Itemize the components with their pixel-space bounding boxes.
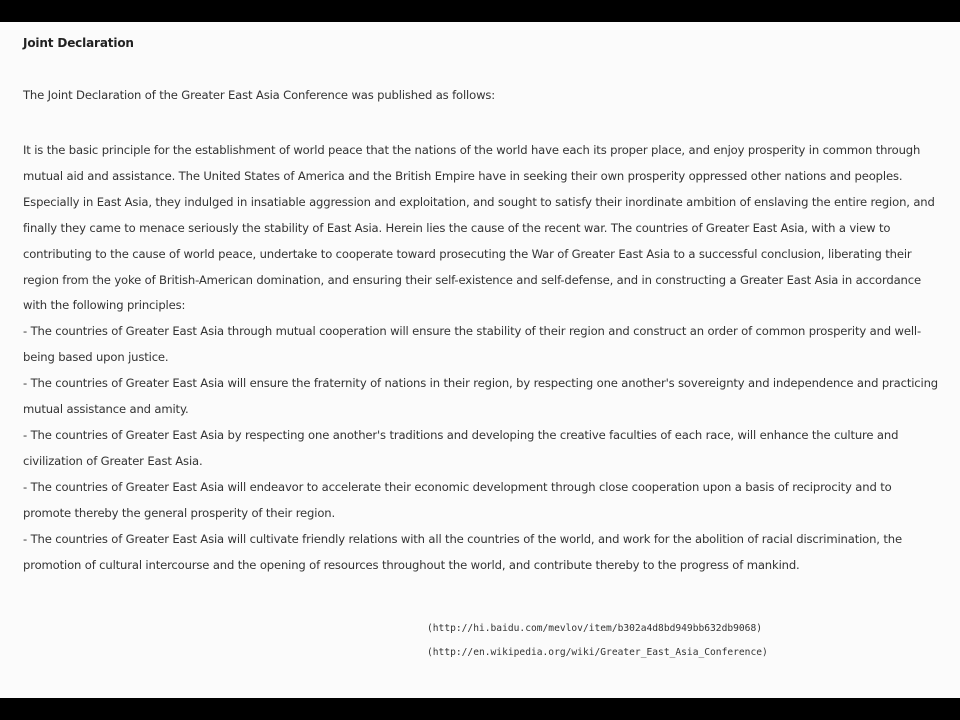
source-citations (427, 617, 768, 665)
letterbox-top (0, 0, 960, 22)
principle-item: - The countries of Greater East Asia through mutual cooperation will ensure the stability of their region and construct an order of common prosperity and well-being based upon justice. (23, 324, 922, 365)
document-title: Joint Declaration (23, 36, 134, 50)
letterbox-bottom (0, 698, 960, 720)
intro-paragraph: The Joint Declaration of the Greater East Asia Conference was published as follows: (23, 88, 496, 102)
document-content (23, 34, 938, 578)
principle-item: - The countries of Greater East Asia will cultivate friendly relations with all the countries of the world, and work for the abolition of racial discrimination, the promotion of cultural intercourse and the opening of resources throughout the world, and contribute thereby to the progress of mankind. (23, 531, 902, 572)
source-wikipedia-link: (http://en.wikipedia.org/wiki/Greater_East_Asia_Conference) (427, 647, 768, 658)
source-baidu-link: (http://hi.baidu.com/mevlov/item/b302a4d8bd949bb632db9068) (427, 623, 763, 634)
principles-list (23, 319, 938, 578)
principle-item: - The countries of Greater East Asia will ensure the fraternity of nations in their region, by respecting one another's sovereignty and independence and practicing mutual assistance and amity. (23, 376, 938, 417)
document-page (0, 22, 960, 698)
principle-item: - The countries of Greater East Asia by respecting one another's traditions and developing the creative faculties of each race, will enhance the culture and civilization of Greater East Asia. (23, 427, 899, 468)
body-paragraph: It is the basic principle for the establishment of world peace that the nations of the world have each its proper place, and enjoy prosperity in common through mutual aid and assistance. The United States of America and the British Empire have in seeking their own prosperity oppressed other nations and peoples. Especially in East Asia, they indulged in insatiable aggression and exploitation, and sought to satisfy their inordinate ambition of enslaving the entire region, and finally they came to menace seriously the stability of East Asia. Herein lies the cause of the recent war. The countries of Greater East Asia, with a view to contributing to the cause of world peace, undertake to cooperate toward prosecuting the War of Greater East Asia to a successful conclusion, liberating their region from the yoke of British-American domination, and ensuring their self-existence and self-defense, and in constructing a Greater East Asia in accordance with the following principles: (23, 143, 935, 313)
principle-item: - The countries of Greater East Asia will endeavor to accelerate their economic development through close cooperation upon a basis of reciprocity and to promote thereby the general prosperity of their region. (23, 479, 892, 520)
